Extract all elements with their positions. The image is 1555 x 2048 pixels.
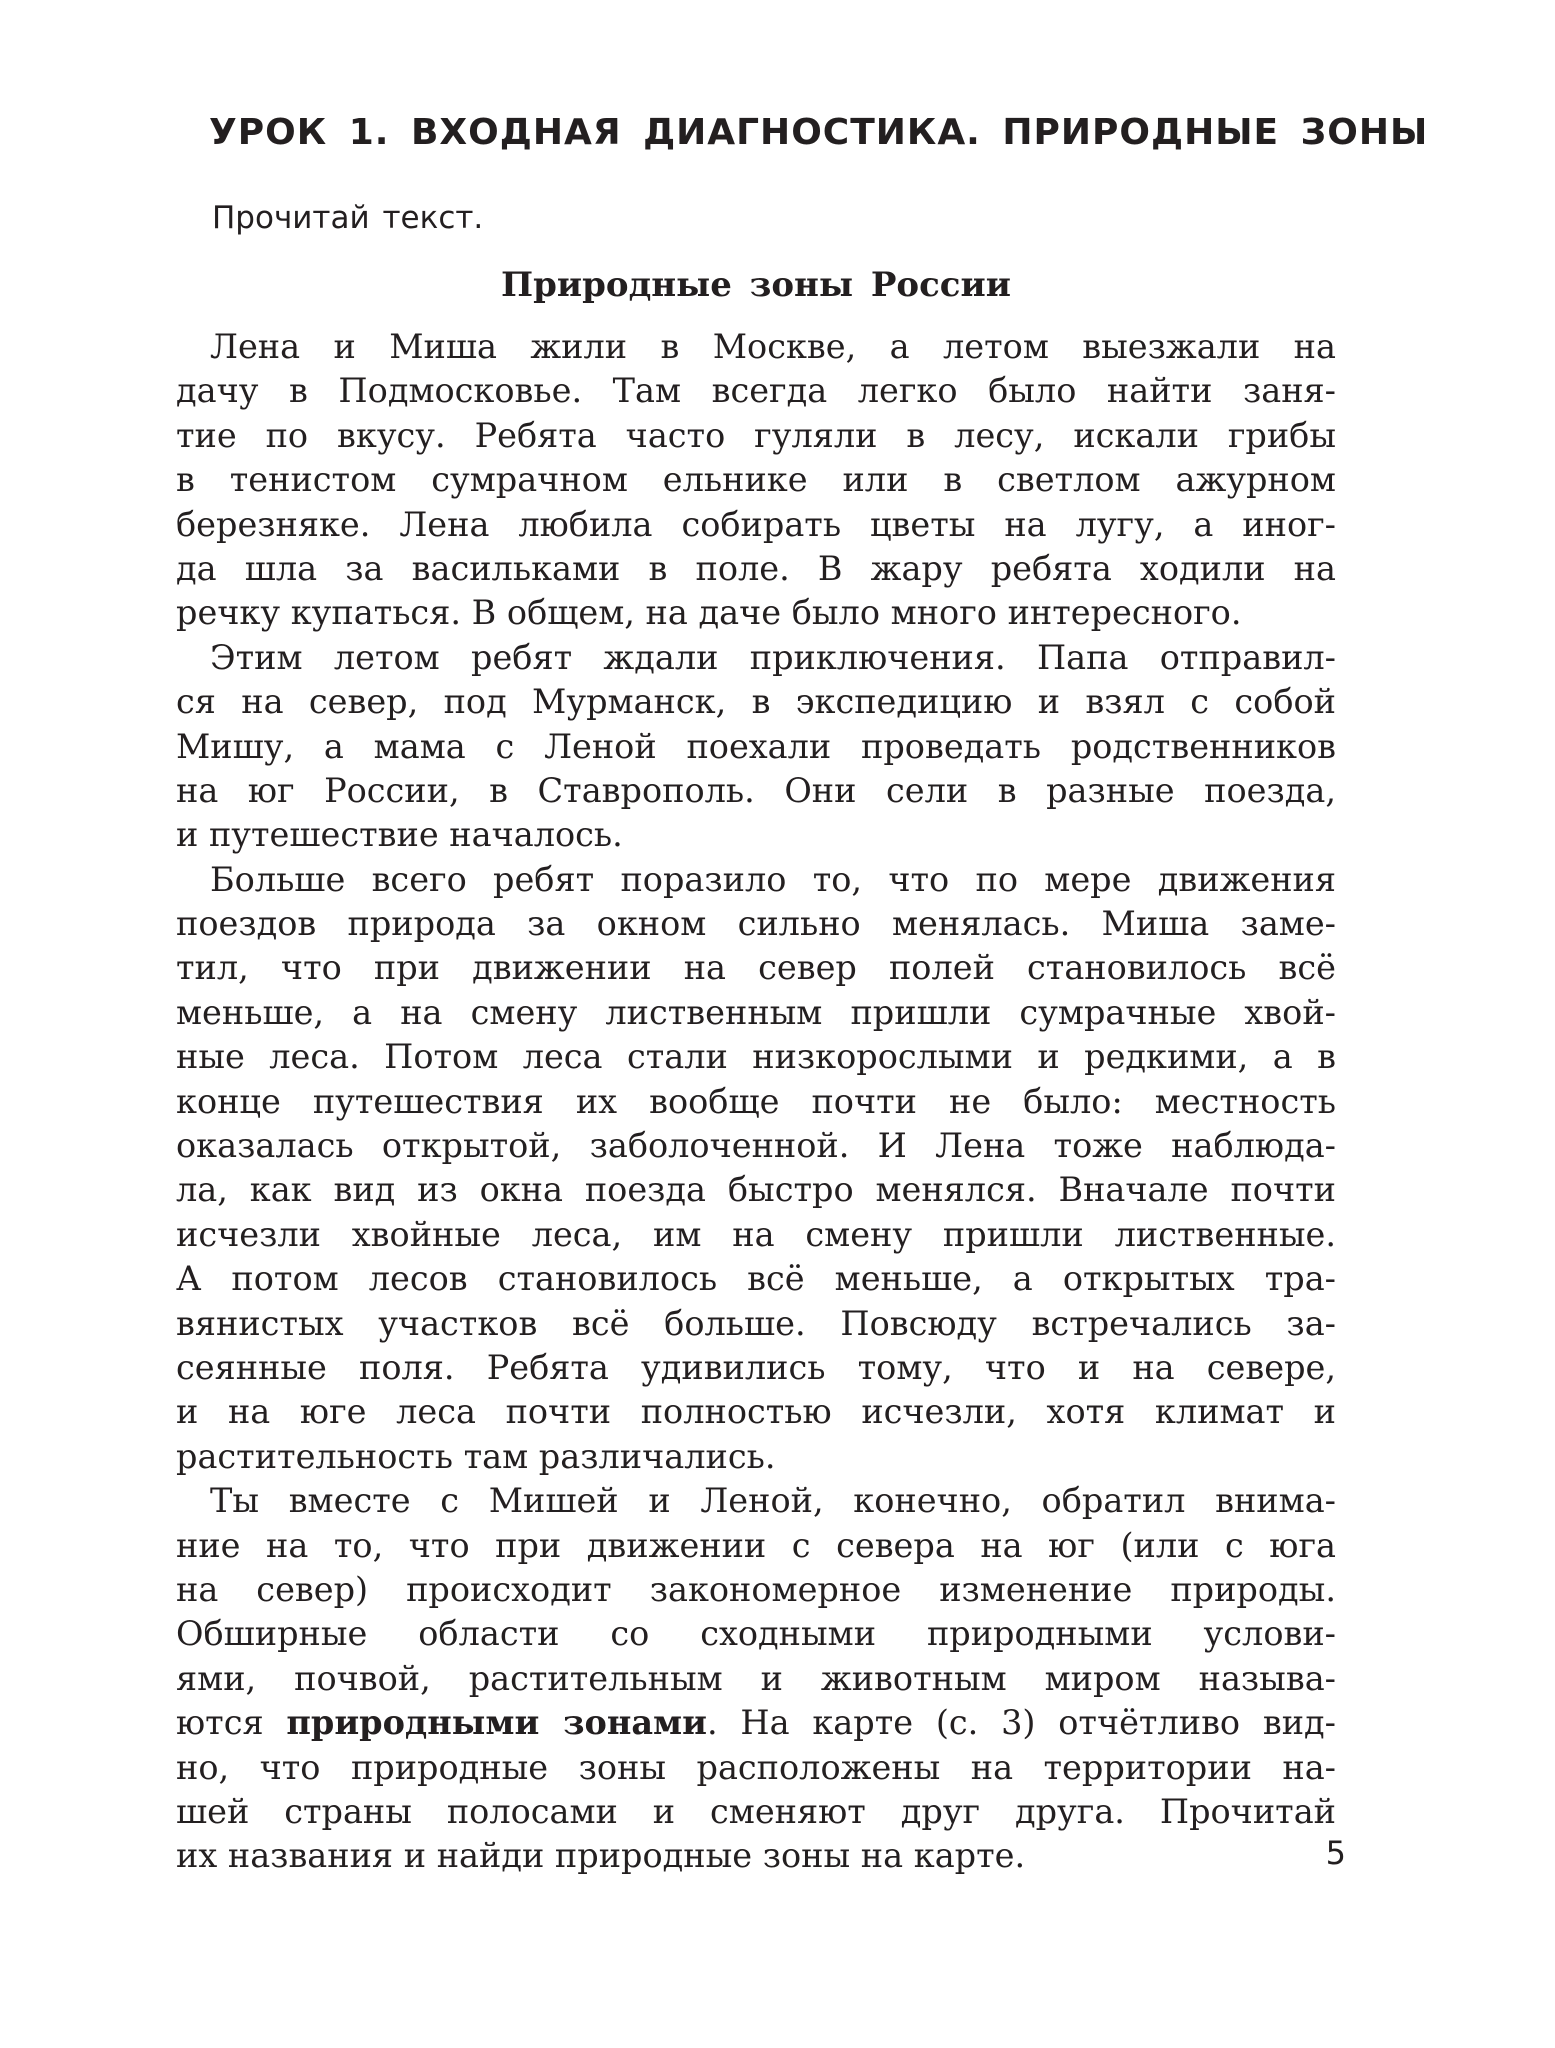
text-line: на юг России, в Ставрополь. Они сели в разные поезда, (176, 770, 1336, 810)
text-line: Ты вместе с Мишей и Леной, конечно, обратил внима- (210, 1481, 1336, 1521)
text-line: исчезли хвойные леса, им на смену пришли лиственные. (176, 1214, 1336, 1254)
text-line: вянистых участков всё больше. Повсюду встречались за- (176, 1303, 1336, 1343)
text-line: Больше всего ребят поразило то, что по мере движения (210, 859, 1336, 899)
text-line: поездов природа за окном сильно менялась. Миша заме- (176, 904, 1336, 944)
paragraph-4 (176, 1479, 1336, 1879)
paragraph-3 (176, 858, 1336, 1479)
text-line: ями, почвой, растительным и животным миром называ- (176, 1658, 1336, 1698)
text-line: да шла за васильками в поле. В жару ребята ходили на (176, 548, 1336, 588)
text-line: речку купаться. В общем, на даче было много интересного. (176, 593, 1242, 633)
text-line: меньше, а на смену лиственным пришли сумрачные хвой- (176, 992, 1336, 1032)
text-line: ла, как вид из окна поезда быстро менялся. Вначале почти (176, 1170, 1336, 1210)
text-line: березняке. Лена любила собирать цветы на лугу, а иног- (176, 504, 1336, 544)
text-fragment: . На карте (с. 3) отчётливо вид- (707, 1703, 1336, 1743)
text-line: тил, что при движении на север полей становилось всё (176, 948, 1336, 988)
text-line: Этим летом ребят ждали приключения. Папа отправил- (210, 637, 1336, 677)
text-line: ся на север, под Мурманск, в экспедицию и взял с собой (176, 682, 1336, 722)
text-line: шей страны полосами и сменяют друг друга. Прочитай (176, 1791, 1336, 1831)
text-line: их названия и найди природные зоны на карте. (176, 1836, 1026, 1876)
text-line: в тенистом сумрачном ельнике или в светлом ажурном (176, 460, 1336, 500)
text-title: Природные зоны России (501, 265, 1011, 305)
text-line-with-term (176, 1701, 1336, 1745)
text-line: и на юге леса почти полностью исчезли, хотя климат и (176, 1392, 1336, 1432)
text-line: Лена и Миша жили в Москве, а летом выезжали на (210, 327, 1336, 366)
text-line: Обширные области со сходными природными услови- (176, 1614, 1336, 1654)
text-line: дачу в Подмосковье. Там всегда легко было найти заня- (176, 371, 1336, 411)
instruction-text: Прочитай текст. (212, 200, 484, 236)
paragraph-2 (176, 636, 1336, 858)
paragraph-1 (176, 325, 1336, 636)
lesson-title: УРОК 1. ВХОДНАЯ ДИАГНОСТИКА. ПРИРОДНЫЕ ЗОНЫ (209, 112, 1429, 153)
text-fragment: ются (176, 1703, 287, 1743)
reading-text (176, 325, 1336, 1879)
text-line: на север) происходит закономерное изменение природы. (176, 1569, 1336, 1609)
text-line: оказалась открытой, заболоченной. И Лена тоже наблюда- (176, 1126, 1336, 1166)
text-line: но, что природные зоны расположены на территории на- (176, 1747, 1336, 1787)
text-line: и путешествие началось. (176, 815, 623, 855)
page-number: 5 (1325, 1834, 1346, 1872)
text-line: конце путешествия их вообще почти не было: местность (176, 1081, 1336, 1121)
text-line: Мишу, а мама с Леной поехали проведать родственников (176, 726, 1336, 766)
text-line: растительность там различались. (176, 1436, 776, 1476)
text-line: ные леса. Потом леса стали низкорослыми и редкими, а в (176, 1037, 1336, 1077)
text-line: сеянные поля. Ребята удивились тому, что и на севере, (176, 1347, 1336, 1387)
text-line: А потом лесов становилось всё меньше, а открытых тра- (176, 1259, 1336, 1299)
key-term: природными зонами (286, 1703, 707, 1743)
text-line: тие по вкусу. Ребята часто гуляли в лесу, искали грибы (176, 415, 1336, 455)
text-line: ние на то, что при движении с севера на юг (или с юга (176, 1525, 1336, 1565)
